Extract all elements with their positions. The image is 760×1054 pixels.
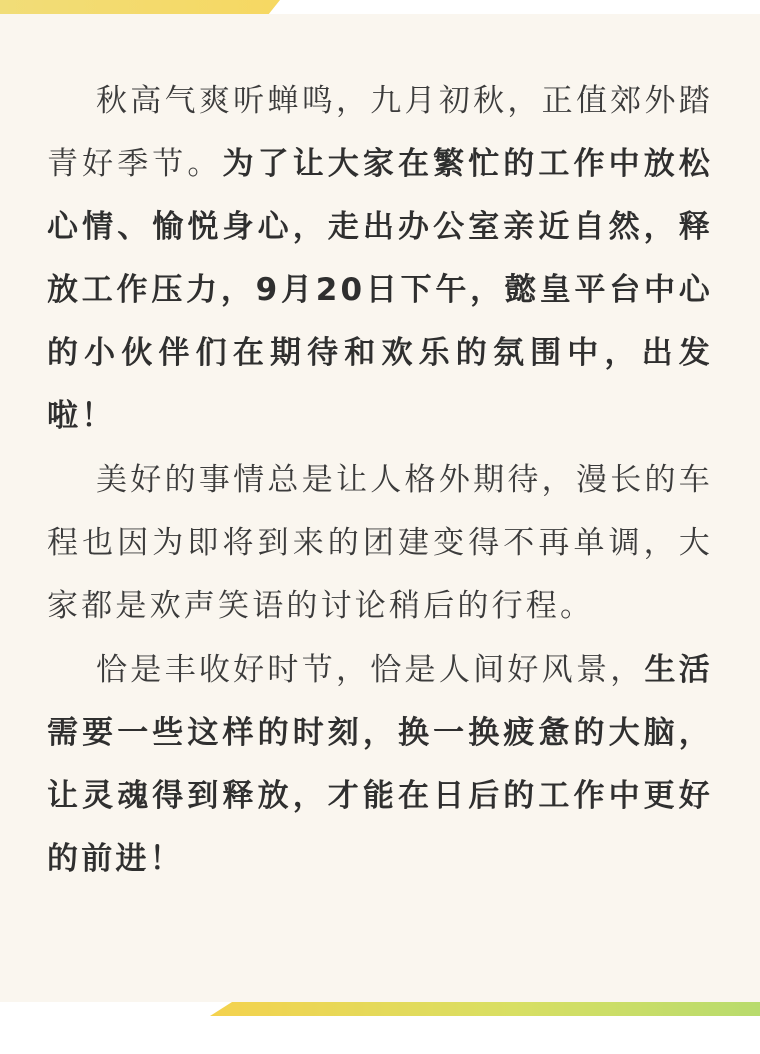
article-body <box>47 70 713 892</box>
paragraph-3 <box>47 639 713 891</box>
paragraph-1-text: 秋高气爽听蝉鸣，九月初秋，正值郊外踏青好季节。 <box>47 83 713 182</box>
paragraph-2-text: 美好的事情总是让人格外期待，漫长的车程也因为即将到来的团建变得不再单调，大家都是欢声笑语的讨论稍后的行程。 <box>47 462 713 624</box>
paragraph-1-bold-text: 为了让大家在繁忙的工作中放松心情、愉悦身心，走出办公室亲近自然，释放工作压力，9月20日下午，懿皇平台中心的小伙伴们在期待和欢乐的氛围中，出发啦！ <box>47 146 713 434</box>
paragraph-3-bold-text: 生活需要一些这样的时刻，换一换疲惫的大脑，让灵魂得到释放，才能在日后的工作中更好的前进！ <box>47 652 713 877</box>
paragraph-1 <box>47 70 713 448</box>
paragraph-3-text: 恰是丰收好时节，恰是人间好风景， <box>96 652 645 688</box>
paragraph-2 <box>47 449 713 638</box>
top-decorative-stripe <box>0 0 280 14</box>
bottom-decorative-stripe <box>210 1002 760 1016</box>
